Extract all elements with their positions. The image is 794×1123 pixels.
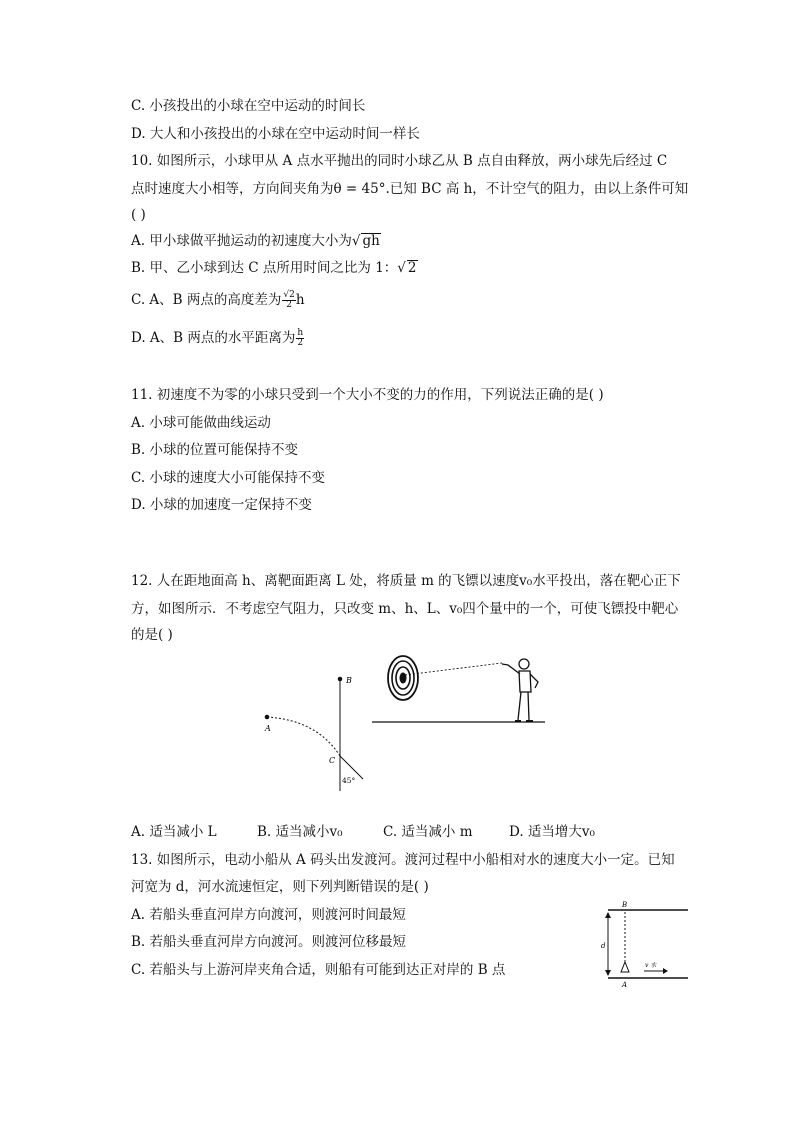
- label-a: A: [265, 724, 271, 733]
- q12-option-b: B. 适当减小v₀: [257, 824, 343, 840]
- current-arrow-head: [663, 968, 668, 974]
- q10-stem-line-1: 10. 如图所示，小球甲从 A 点水平抛出的同时小球乙从 B 点自由释放，两小球先后经过 C: [131, 153, 668, 169]
- q10-stem-line-2: 点时速度大小相等，方向间夹角为θ = 45°.已知 BC 高 h，不计空气的阻力，由以上条件可知: [131, 181, 689, 197]
- q13-option-c: C. 若船头与上游河岸夹角合适，则船有可能到达正对岸的 B 点: [131, 962, 506, 978]
- sqrt-sign: √: [397, 260, 406, 276]
- q13-stem-line-1: 13. 如图所示，电动小船从 A 码头出发渡河。渡河过程中小船相对水的速度大小一定。已知: [131, 852, 675, 868]
- q11-option-a: A. 小球可能做曲线运动: [131, 415, 271, 431]
- q12-stem-line-2: 方，如图所示．不考虑空气阻力，只改变 m、h、L、v₀四个量中的一个，可使飞镖投中靶心: [131, 601, 679, 617]
- q13-option-a: A. 若船头垂直河岸方向渡河，则渡河时间最短: [131, 907, 406, 923]
- fraction: $\frac{√2}{2}$: [283, 290, 295, 310]
- q12-option-c: C. 适当减小 m: [383, 824, 473, 840]
- q11-option-b: B. 小球的位置可能保持不变: [131, 442, 299, 458]
- label-a: A: [622, 981, 628, 989]
- parabolic-path: [267, 717, 340, 756]
- label-v: v 水: [645, 962, 657, 969]
- dartboard: [388, 656, 418, 700]
- q13-option-b: B. 若船头垂直河岸方向渡河。则渡河位移最短: [131, 934, 407, 950]
- sqrt-sign: √: [351, 233, 361, 249]
- label-b: B: [622, 901, 628, 909]
- label-b: B: [346, 676, 352, 685]
- q12-option-a: A. 适当减小 L: [131, 824, 217, 840]
- width-arrow-top: [605, 912, 611, 918]
- q9-option-c: C. 小孩投出的小球在空中运动的时间长: [131, 98, 366, 114]
- q11-option-d: D. 小球的加速度一定保持不变: [131, 497, 312, 513]
- q10-answer-blank: ( ): [131, 207, 146, 223]
- figure-river: [600, 898, 692, 988]
- width-arrow-bottom: [605, 970, 611, 976]
- figure-projectile: [255, 668, 370, 798]
- label-d: d: [601, 942, 606, 950]
- q9-option-d: D. 大人和小孩投出的小球在空中运动时间一样长: [131, 126, 420, 142]
- q10-option-c: C. A、B 两点的高度差为 $\frac{√2}{2}$ h: [131, 290, 305, 310]
- q13-stem-line-2: 河宽为 d，河水流速恒定，则下列判断错误的是( ): [131, 879, 429, 895]
- q10-option-d: D. A、B 两点的水平距离为 $\frac{h}{2}$: [131, 328, 304, 348]
- label-c: C: [329, 756, 336, 765]
- q11-stem: 11. 初速度不为零的小球只受到一个大小不变的力的作用，下列说法正确的是( ): [131, 387, 604, 403]
- thrower-figure: [502, 659, 538, 721]
- figure-dartboard: [370, 652, 550, 727]
- q10-option-a: A. 甲小球做平抛运动的初速度大小为√ gh: [131, 233, 380, 249]
- angle-label: 45°: [342, 776, 356, 785]
- q12-option-d: D. 适当增大v₀: [509, 824, 595, 840]
- q12-stem-line-1: 12. 人在距地面高 h、离靶面距离 L 处，将质量 m 的飞镖以速度v₀水平投出，落在靶心正下: [131, 573, 681, 589]
- boat-icon: [621, 962, 629, 972]
- dart-trajectory: [405, 663, 502, 675]
- q12-stem-line-3: 的是( ): [131, 627, 173, 643]
- q10-option-b: B. 甲、乙小球到达 C 点所用时间之比为 1：√ 2: [131, 260, 417, 276]
- fraction: $\frac{h}{2}$: [297, 328, 304, 348]
- q11-option-c: C. 小球的速度大小可能保持不变: [131, 470, 325, 486]
